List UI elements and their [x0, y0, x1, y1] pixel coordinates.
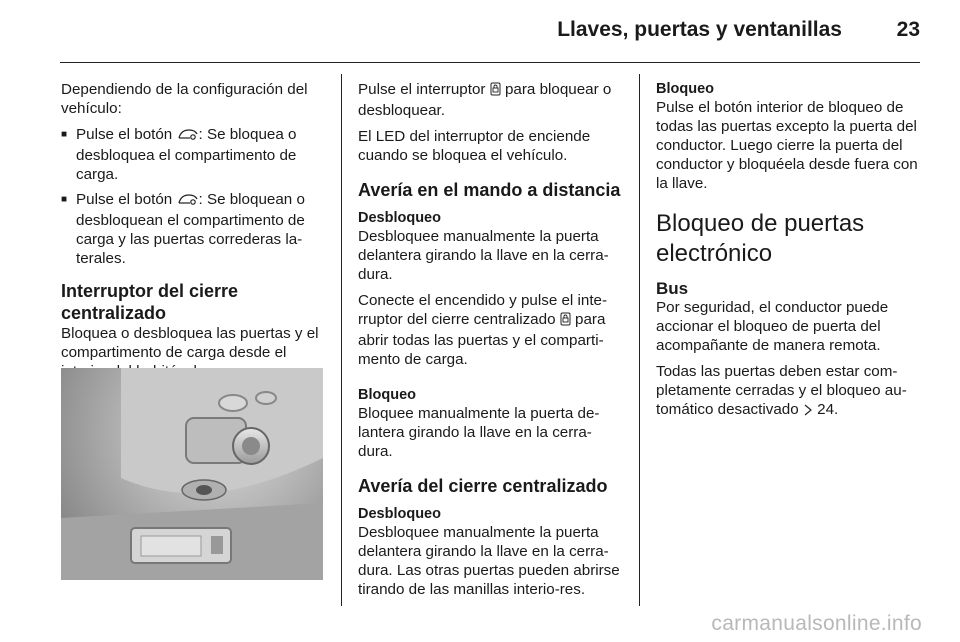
section-heading: Avería en el mando a distancia — [358, 180, 621, 200]
body-text: Desbloquee manualmente la puerta delantera girando la llave en la cerra-dura. — [358, 228, 609, 283]
subsection-heading: Desbloqueo — [358, 506, 441, 522]
central-lock-switch-icon — [490, 82, 501, 101]
cargo-door-key-icon — [177, 192, 199, 211]
list-item — [61, 190, 327, 268]
section-heading — [61, 280, 327, 324]
column-divider — [639, 74, 640, 606]
column-left — [61, 80, 327, 388]
subsection-heading: Bloqueo — [656, 81, 714, 97]
chapter-section-heading — [656, 209, 922, 269]
column-right — [656, 80, 922, 428]
bullet-text-pre: Pulse el botón — [76, 126, 173, 143]
square-bullet-icon: ■ — [61, 129, 68, 140]
bullet-text-post: : Se bloquean o desbloquean el compartimento de carga y las puertas correderas la-terales. — [76, 191, 305, 267]
list-item — [61, 125, 327, 184]
subsection-heading: Bus — [656, 279, 689, 298]
heading-line: electrónico — [656, 240, 773, 267]
text-segment: para abrir todas las puertas y el comparti-mento de carga. — [358, 311, 606, 368]
body-text — [358, 80, 626, 120]
square-bullet-icon: ■ — [61, 194, 68, 205]
body-text: Desbloquee manualmente la puerta delantera girando la llave en la cerra-dura. Las otras puertas pueden abrirse tirando de las manillas interio-res. — [358, 524, 620, 598]
body-text: Pulse el botón interior de bloqueo de todas las puertas excepto la puerta del conductor. Luego cierre la puerta del conductor y bloquéela desde fuera con la llave. — [656, 99, 918, 192]
heading-line: centralizado — [61, 303, 167, 323]
chapter-title: Llaves, puertas y ventanillas — [557, 18, 842, 41]
page-header — [60, 0, 920, 63]
column-middle — [358, 80, 626, 606]
intro-text: Dependiendo de la configuración del vehículo: — [61, 81, 308, 117]
central-lock-switch-icon — [560, 312, 571, 331]
page-reference-arrow-icon[interactable] — [803, 402, 813, 421]
overhead-console-photo — [61, 368, 323, 580]
text-segment: para bloquear o desbloquear. — [358, 81, 612, 119]
page-number: 23 — [896, 18, 920, 41]
cargo-door-key-icon — [177, 127, 199, 146]
column-divider — [341, 74, 342, 606]
body-text: Por seguridad, el conductor puede accionar el bloqueo de puerta del acompañante de manera remota. — [656, 299, 889, 354]
bullet-text-post: : Se bloquea o desbloquea el compartimento de carga. — [76, 126, 297, 183]
heading-line: Bloqueo de puertas — [656, 210, 865, 237]
body-text — [656, 362, 922, 421]
body-text: El LED del interruptor de enciende cuando se bloquea el vehículo. — [358, 128, 591, 164]
text-segment: Conecte el encendido y pulse el inte-rruptor del cierre centralizado — [358, 292, 608, 328]
text-segment: Todas las puertas deben estar com-pletamente cerradas y el bloqueo au-tomático desactivado — [656, 363, 907, 418]
body-text: Bloquee manualmente la puerta de-lantera girando la llave en la cerra-dura. — [358, 405, 600, 460]
subsection-heading: Desbloqueo — [358, 210, 441, 226]
text-segment: Pulse el interruptor — [358, 81, 486, 98]
heading-line: Interruptor del cierre — [61, 281, 239, 301]
subsection-heading: Bloqueo — [358, 387, 416, 403]
bullet-text-pre: Pulse el botón — [76, 191, 173, 208]
watermark: carmanualsonline.info — [711, 612, 922, 635]
body-text: Bloquea o desbloquea las puertas y el compartimento de carga desde el — [61, 325, 319, 361]
page-reference-link[interactable]: 24. — [817, 401, 839, 418]
body-text — [358, 291, 626, 369]
section-heading: Avería del cierre centralizado — [358, 476, 608, 496]
